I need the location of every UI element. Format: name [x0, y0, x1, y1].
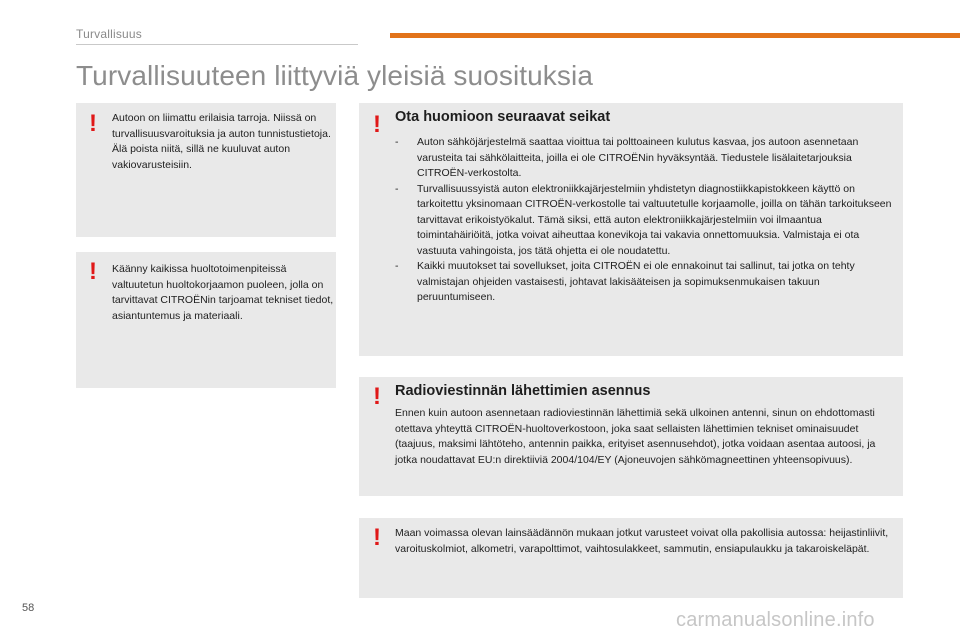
note-box-service [76, 252, 336, 388]
header-rule-left [76, 44, 358, 45]
warning-icon: ! [373, 383, 381, 410]
watermark: carmanualsonline.info [676, 609, 875, 631]
note-box-mandatory-equipment [359, 518, 903, 598]
bullet-dash: - [395, 136, 399, 148]
page-number: 58 [22, 602, 35, 614]
list-item-text: Auton sähköjärjestelmä saattaa vioittua tai polttoaineen kulutus kasvaa, jos autoon asennetaan varusteita tai sähkölaitteita, joilla ei ole CITROËNin hyväksyntää. Tiedustele lisälaitetarjouksia CITROËN-verkostolta. [417, 136, 859, 179]
bullet-dash: - [395, 260, 399, 272]
note-box-considerations [359, 103, 903, 356]
warning-icon: ! [373, 111, 381, 138]
header-accent-bar [390, 33, 960, 38]
warning-icon: ! [373, 524, 381, 551]
note-text: Autoon on liimattu erilaisia tarroja. Niissä on turvallisuusvaroituksia ja auton tunnistustietoja. Älä poista niitä, sillä ne kuuluvat auton vakiovarusteisiin. [112, 112, 331, 171]
warning-icon: ! [89, 110, 97, 137]
box-title: Radioviestinnän lähettimien asennus [395, 383, 651, 399]
page-title: Turvallisuuteen liittyviä yleisiä suosituksia [76, 60, 594, 91]
note-box-stickers [76, 103, 336, 237]
note-text: Käänny kaikissa huoltotoimenpiteissä valtuutetun huoltokorjaamon puoleen, jolla on tarvittavat CITROËNin tarjoamat tekniset tiedot, asiantuntemus ja materiaali. [112, 263, 334, 322]
list-item-text: Kaikki muutokset tai sovellukset, joita CITROËN ei ole ennakoinut tai sallinut, tai jotka on tehty valmistajan ohjeiden vastaisesti, johtavat lakisääteisen ja sopimuksenmukaisen takuun peruuntumiseen. [417, 260, 855, 303]
note-text: Maan voimassa olevan lainsäädännön mukaan jotkut varusteet voivat olla pakollisia autossa: heijastinliivit, varoituskolmiot, alkometri, varapolttimot, vaihtosulakkeet, sammutin, ensiapulaukku ja takaroiskeläpät. [395, 527, 889, 555]
considerations-list [395, 135, 893, 306]
warning-icon: ! [89, 258, 97, 285]
list-item-text: Turvallisuussyistä auton elektroniikkajärjestelmiin yhdistetyn diagnostiikkapistokkeen käyttö on tarkoitettu yksinomaan CITROËN-verkostolle tai valtuutetulle korjaamolle, joilla on tähän tarkoitukseen tarvittavat erikoistyökalut. Tämä siksi, että auton elektroniikkajärjestelmiin voi ilmaantua toimintahäiriöitä, jotka voivat aiheuttaa konevikoja tai vakavia onnettomuuksia. Valmistaja ei ota vastuuta vahingoista, jos tätä ohjetta ei ole noudatettu. [417, 182, 892, 257]
note-box-radio [359, 377, 903, 496]
note-text: Ennen kuin autoon asennetaan radioviestinnän lähettimiä sekä ulkoinen antenni, sinun on ehdottomasti otettava yhteyttä CITROËN-huoltoverkostoon, joka saat sellaisten lähettimien tekniset ominaisuudet (taajuus, maksimi lähtöteho, antennin paikka, erityiset asennusehdot), jotka voidaan asentaa autoosi, ja jotka noudattavat EU:n direktiiviä 2004/104/EY (Ajoneuvojen sähkömagneettinen yhteensopivuus). [395, 407, 876, 466]
list-item [395, 135, 893, 182]
header-section-label: Turvallisuus [76, 27, 142, 41]
list-item [395, 259, 893, 306]
box-title: Ota huomioon seuraavat seikat [395, 109, 611, 125]
list-item [395, 182, 893, 260]
bullet-dash: - [395, 182, 399, 195]
